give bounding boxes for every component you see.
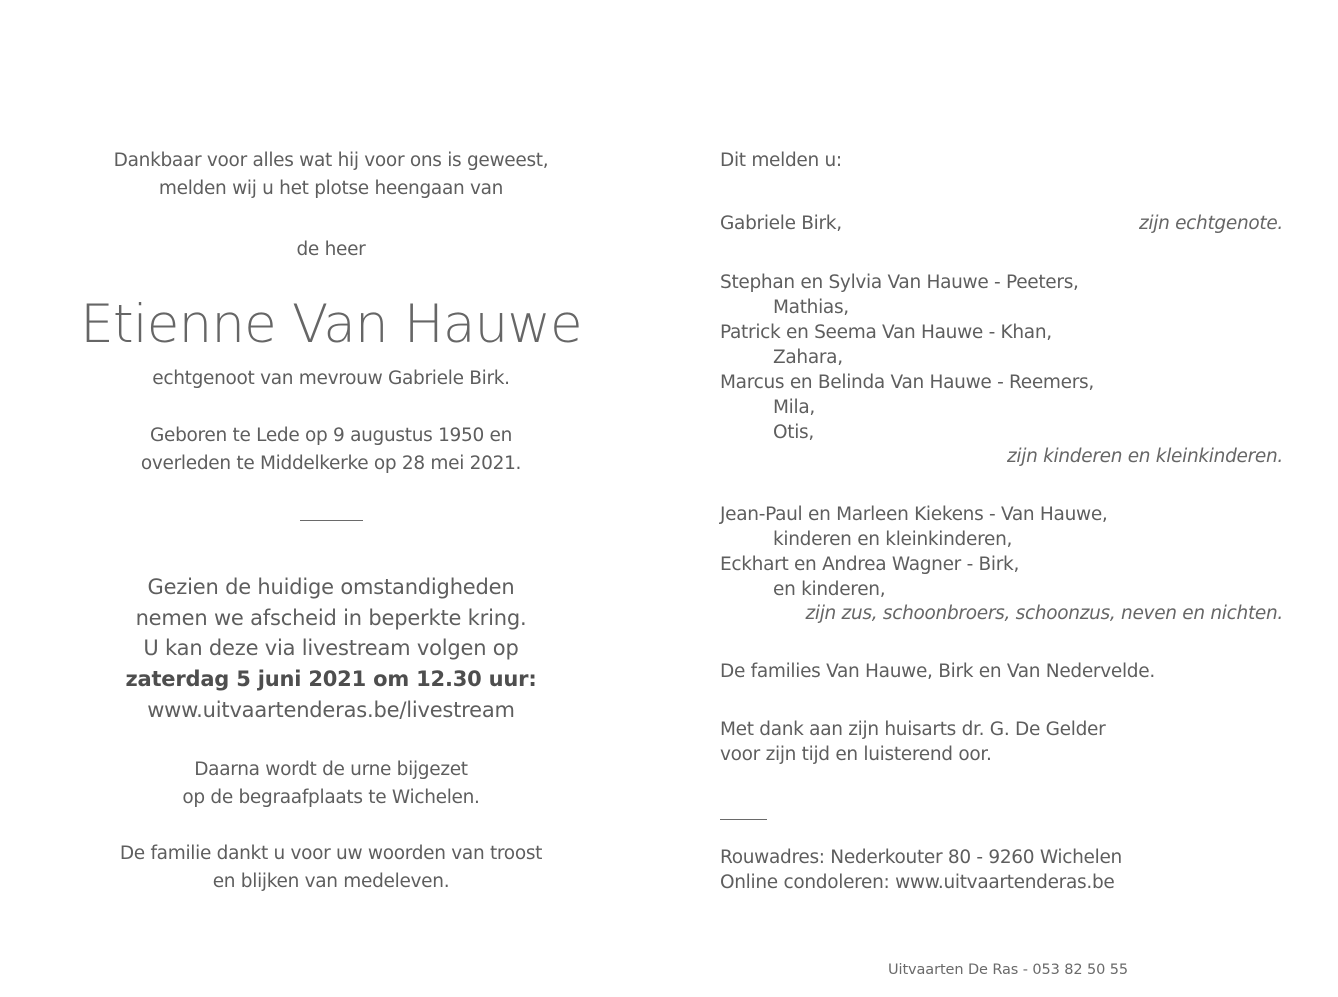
siblings-role: zijn zus, schoonbroers, schoonzus, neven en nichten. (805, 603, 1283, 624)
urn-line-2: op de begraafplaats te Wichelen. (182, 787, 480, 808)
notice-line-1: Gezien de huidige omstandigheden (147, 575, 515, 599)
sibling-family-1-children: kinderen en kleinkinderen, (773, 529, 1013, 550)
children-role: zijn kinderen en kleinkinderen. (1007, 446, 1283, 467)
intro-line-2: melden wij u het plotse heengaan van (158, 178, 504, 199)
sibling-family-2: Eckhart en Andrea Wagner - Birk, (720, 554, 1020, 575)
address-line: Rouwadres: Nederkouter 80 - 9260 Wichelen (720, 847, 1122, 868)
notice-line-2: nemen we afscheid in beperkte kring. (135, 606, 527, 630)
grandchild-1: Mathias, (773, 297, 849, 318)
sibling-family-1: Jean-Paul en Marleen Kiekens - Van Hauwe, (720, 504, 1108, 525)
child-family-1: Stephan en Sylvia Van Hauwe - Peeters, (720, 272, 1079, 293)
died-line: overleden te Middelkerke op 28 mei 2021. (140, 453, 522, 474)
deceased-name: Etienne Van Hauwe (80, 294, 582, 355)
notice-date: zaterdag 5 juni 2021 om 12.30 uur: (125, 667, 537, 691)
undertaker-footer: Uitvaarten De Ras - 053 82 50 55 (888, 962, 1129, 978)
child-family-3: Marcus en Belinda Van Hauwe - Reemers, (720, 372, 1094, 393)
thanks-line-1: De familie dankt u voor uw woorden van troost (119, 843, 543, 864)
child-family-2: Patrick en Seema Van Hauwe - Khan, (720, 322, 1052, 343)
grandchild-2: Zahara, (773, 347, 843, 368)
born-line: Geboren te Lede op 9 augustus 1950 en (149, 425, 513, 446)
sibling-family-2-children: en kinderen, (773, 579, 886, 600)
notice-url: www.uitvaartenderas.be/livestream (147, 698, 515, 722)
notice-line-3: U kan deze via livestream volgen op (143, 636, 519, 660)
spouse-line: echtgenoot van mevrouw Gabriele Birk. (152, 368, 510, 389)
urn-line-1: Daarna wordt de urne bijgezet (194, 759, 468, 780)
thanks-line-2: en blijken van medeleven. (212, 871, 450, 892)
grandchild-3: Mila, (773, 397, 815, 418)
families-line: De families Van Hauwe, Birk en Van Nedervelde. (720, 661, 1155, 682)
spouse-name: Gabriele Birk, (720, 213, 842, 234)
salutation: de heer (296, 239, 366, 260)
grandchild-4: Otis, (773, 422, 814, 443)
condolences-line: Online condoleren: www.uitvaartenderas.be (720, 872, 1115, 893)
announcement-header: Dit melden u: (720, 150, 842, 171)
spouse-role: zijn echtgenote. (1138, 213, 1283, 234)
intro-line-1: Dankbaar voor alles wat hij voor ons is geweest, (113, 150, 549, 171)
divider-right (720, 819, 767, 820)
doctor-line-1: Met dank aan zijn huisarts dr. G. De Gelder (720, 719, 1106, 740)
divider-left (300, 520, 363, 521)
doctor-line-2: voor zijn tijd en luisterend oor. (720, 744, 992, 765)
